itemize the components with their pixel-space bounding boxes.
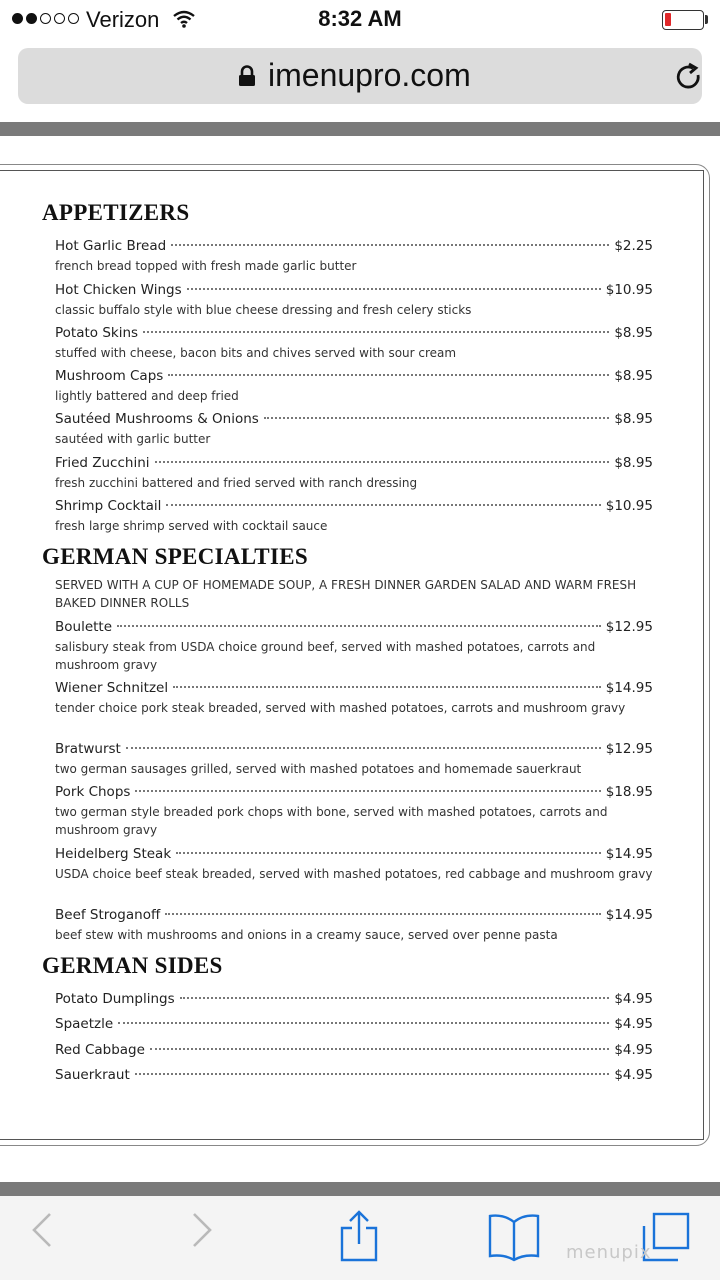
menu-item (55, 497, 653, 535)
back-icon[interactable] (28, 1210, 54, 1255)
menu-item (55, 410, 653, 448)
reload-icon[interactable] (674, 62, 704, 97)
item-description: sautéed with garlic butter (55, 432, 211, 446)
item-description: stuffed with cheese, bacon bits and chives served with sour cream (55, 346, 457, 360)
section-title-appetizers: APPETIZERS (42, 200, 190, 225)
menu-item (55, 990, 653, 1009)
item-name: Beef Stroganoff (55, 907, 161, 923)
item-name: Shrimp Cocktail (55, 498, 162, 514)
menu-item (55, 679, 653, 717)
item-name: Fried Zucchini (55, 455, 150, 471)
item-price: $8.95 (614, 325, 653, 341)
section-title-german-sides: GERMAN SIDES (42, 953, 223, 978)
item-price: $4.95 (614, 1067, 653, 1083)
menu-item (55, 845, 653, 883)
item-name: Hot Garlic Bread (55, 238, 167, 254)
item-name: Potato Skins (55, 325, 139, 341)
menu-item (55, 1015, 653, 1034)
lock-icon (238, 65, 256, 92)
menu-page[interactable] (0, 136, 720, 1182)
menu-item (55, 454, 653, 492)
section-title-german-specialties: GERMAN SPECIALTIES (42, 544, 308, 569)
clock: 8:32 AM (318, 6, 402, 31)
menu-item (55, 1041, 653, 1060)
url-text: imenupro.com (268, 57, 471, 93)
divider (0, 1182, 720, 1196)
share-icon[interactable] (338, 1210, 380, 1267)
browser-toolbar (0, 1196, 720, 1280)
item-description: two german sausages grilled, served with mashed potatoes and homemade sauerkraut (55, 762, 582, 776)
divider (0, 122, 720, 136)
item-description: USDA choice beef steak breaded, served with mashed potatoes, red cabbage and mushroom gravy (55, 867, 653, 881)
item-price: $8.95 (614, 411, 653, 427)
item-description: two german style breaded pork chops with bone, served with mashed potatoes, carrots and mushroom gravy (55, 805, 608, 837)
item-name: Wiener Schnitzel (55, 680, 169, 696)
item-price: $14.95 (605, 680, 653, 696)
item-price: $10.95 (605, 498, 653, 514)
item-name: Hot Chicken Wings (55, 282, 182, 298)
item-description: lightly battered and deep fried (55, 389, 239, 403)
item-name: Heidelberg Steak (55, 846, 172, 862)
section-note: SERVED WITH A CUP OF HOMEMADE SOUP, A FRESH DINNER GARDEN SALAD AND WARM FRESH BAKED DINNER ROLLS (55, 578, 637, 610)
item-name: Boulette (55, 619, 113, 635)
item-description: classic buffalo style with blue cheese dressing and fresh celery sticks (55, 303, 472, 317)
menu-item (55, 618, 653, 674)
menu-item (55, 324, 653, 362)
item-price: $12.95 (605, 741, 653, 757)
item-description: tender choice pork steak breaded, served with mashed potatoes, carrots and mushroom gravy (55, 701, 626, 715)
menu-item (55, 1066, 653, 1085)
item-name: Bratwurst (55, 741, 121, 757)
browser-header (0, 40, 720, 122)
item-price: $12.95 (605, 619, 653, 635)
watermark: menupix (566, 1242, 652, 1263)
item-price: $14.95 (605, 846, 653, 862)
menu-item (55, 237, 653, 275)
item-description: salisbury steak from USDA choice ground beef, served with mashed potatoes, carrots and mushroom gravy (55, 640, 596, 672)
forward-icon[interactable] (190, 1210, 216, 1255)
carrier-name: Verizon (86, 7, 160, 32)
item-price: $4.95 (614, 1016, 653, 1032)
item-price: $8.95 (614, 368, 653, 384)
item-name: Pork Chops (55, 784, 131, 800)
item-name: Mushroom Caps (55, 368, 164, 384)
item-description: beef stew with mushrooms and onions in a creamy sauce, served over penne pasta (55, 928, 558, 942)
item-name: Spaetzle (55, 1016, 114, 1032)
item-description: fresh large shrimp served with cocktail sauce (55, 519, 328, 533)
item-name: Red Cabbage (55, 1042, 145, 1058)
battery-icon (662, 10, 704, 30)
item-price: $10.95 (605, 282, 653, 298)
item-price: $8.95 (614, 455, 653, 471)
menu-item (55, 783, 653, 839)
item-description: fresh zucchini battered and fried served with ranch dressing (55, 476, 418, 490)
item-price: $2.25 (614, 238, 653, 254)
item-description: french bread topped with fresh made garlic butter (55, 259, 357, 273)
item-name: Sauerkraut (55, 1067, 130, 1083)
bookmarks-icon[interactable] (486, 1210, 542, 1267)
menu-item (55, 281, 653, 319)
status-bar (0, 0, 720, 40)
item-price: $14.95 (605, 907, 653, 923)
item-name: Potato Dumplings (55, 991, 175, 1007)
menu-item (55, 367, 653, 405)
item-price: $18.95 (605, 784, 653, 800)
item-name: Sautéed Mushrooms & Onions (55, 411, 259, 427)
item-price: $4.95 (614, 991, 653, 1007)
menu-item (55, 906, 653, 944)
address-bar[interactable] (18, 48, 702, 104)
item-price: $4.95 (614, 1042, 653, 1058)
menu-item (55, 740, 653, 778)
